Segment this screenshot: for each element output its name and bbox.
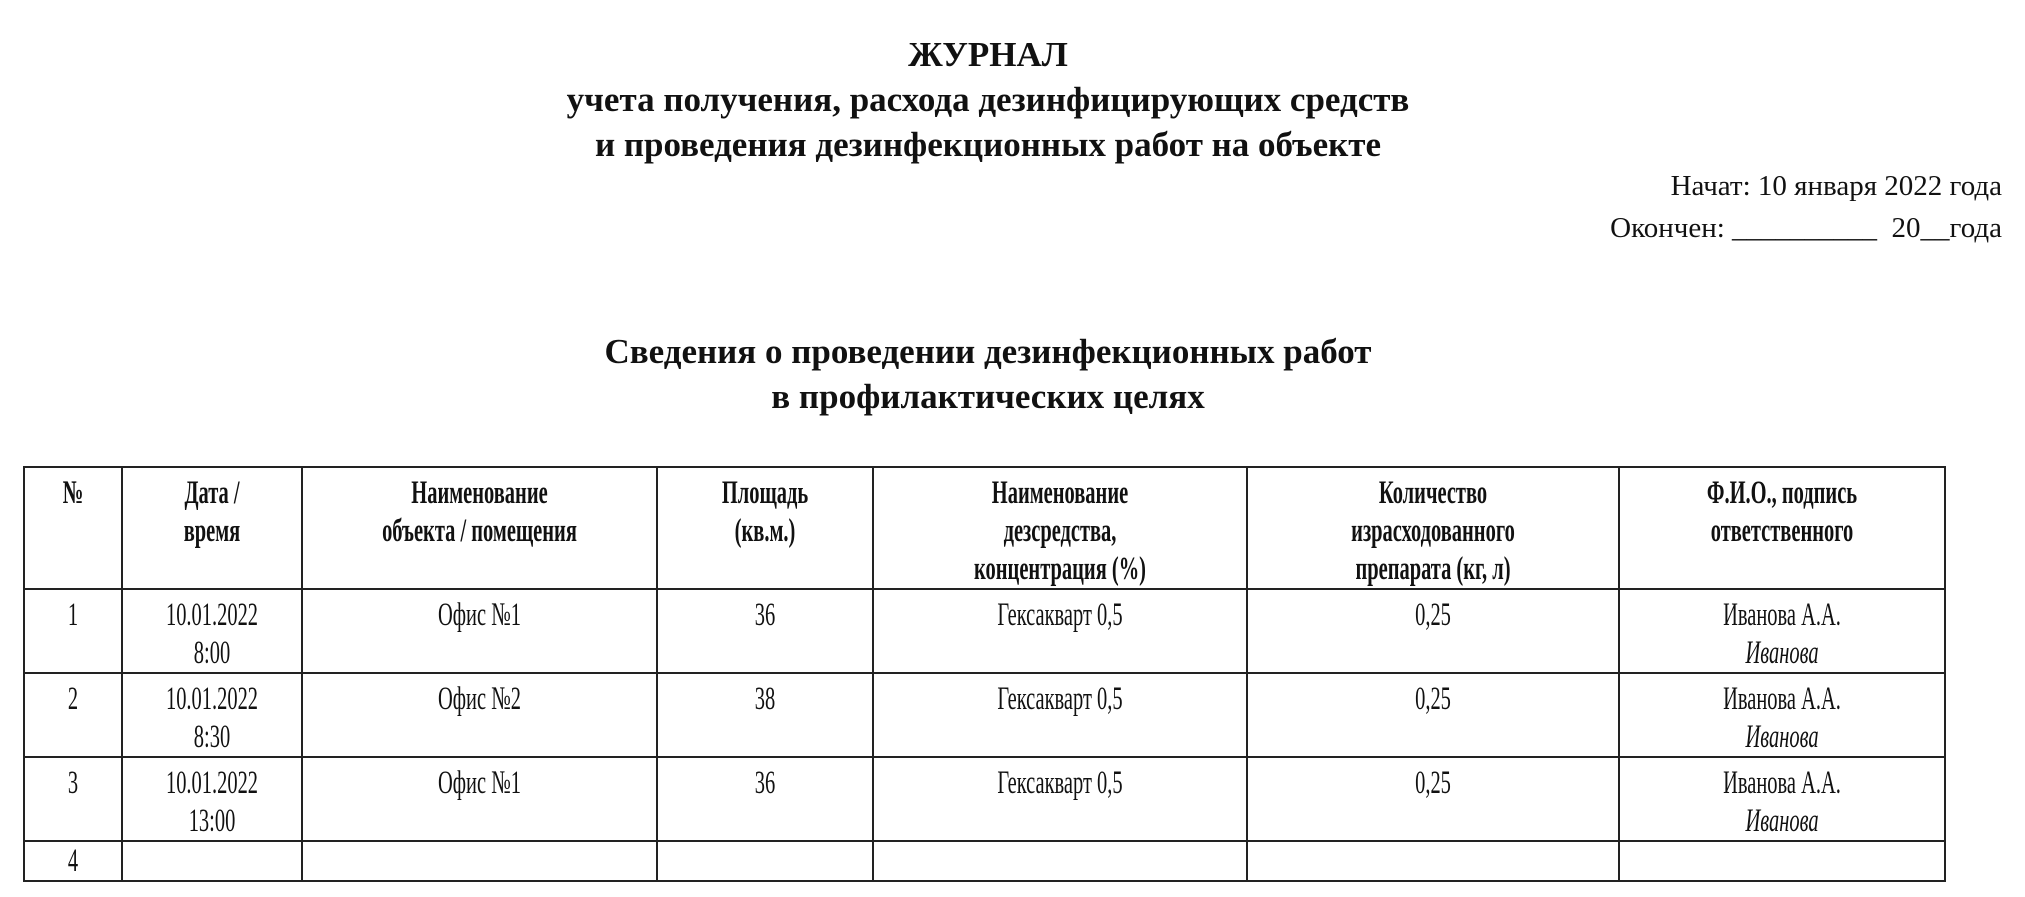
num-text: 4	[67, 843, 79, 879]
col-amount-cell	[1247, 757, 1619, 841]
col-amount-header	[1247, 467, 1619, 589]
agent-text: Гексакварт 0,5	[997, 765, 1123, 801]
header-text: Количество	[1378, 475, 1488, 511]
started-date: Начат: 10 января 2022 года	[1670, 170, 2002, 202]
amount-text: 0,25	[1415, 681, 1451, 717]
col-responsible-cell	[1619, 673, 1945, 757]
col-responsible-header	[1619, 467, 1945, 589]
num-text: 3	[67, 765, 79, 801]
num-text: 2	[67, 681, 79, 717]
table-row	[24, 841, 1945, 881]
header-text: ответственного	[1710, 513, 1854, 549]
date-text: 10.01.2022	[165, 681, 259, 717]
amount-text: 0,25	[1415, 765, 1451, 801]
col-area-cell	[657, 589, 873, 673]
agent-text: Гексакварт 0,5	[997, 681, 1123, 717]
table-row	[24, 757, 1945, 841]
name-text: Иванова А.А.	[1723, 765, 1841, 801]
col-responsible-cell	[1619, 841, 1945, 881]
area-text: 36	[754, 765, 776, 801]
amount-text: 0,25	[1415, 597, 1451, 633]
table-row	[24, 589, 1945, 673]
col-number-cell	[24, 841, 122, 881]
section-subtitle: в профилактических целях	[771, 377, 1205, 416]
col-amount-cell	[1247, 841, 1619, 881]
time-text: 8:00	[193, 635, 231, 671]
header-text: Дата /	[184, 475, 240, 511]
table-row	[24, 673, 1945, 757]
object-text: Офис №1	[438, 765, 521, 801]
col-datetime-cell	[122, 841, 302, 881]
disinfection-table	[23, 466, 1946, 882]
time-text: 8:30	[193, 719, 231, 755]
header-text: Ф.И.О., подпись	[1706, 475, 1858, 511]
col-object-cell	[302, 841, 657, 881]
num-text: 1	[67, 597, 79, 633]
object-text: Офис №2	[438, 681, 521, 717]
area-text: 36	[754, 597, 776, 633]
col-area-cell	[657, 757, 873, 841]
col-number-header	[24, 467, 122, 589]
col-responsible-cell	[1619, 589, 1945, 673]
header-text: время	[183, 513, 241, 549]
col-datetime-cell	[122, 673, 302, 757]
header-text: Наименование	[991, 475, 1129, 511]
header-text: (кв.м.)	[734, 513, 796, 549]
col-object-cell	[302, 673, 657, 757]
time-text: 13:00	[188, 803, 236, 839]
object-text: Офис №1	[438, 597, 521, 633]
area-text: 38	[754, 681, 776, 717]
col-agent-cell	[873, 589, 1247, 673]
col-agent-cell	[873, 841, 1247, 881]
col-object-cell	[302, 589, 657, 673]
header-text: израсходованного	[1351, 513, 1515, 549]
col-responsible-cell	[1619, 757, 1945, 841]
journal-subtitle: учета получения, расхода дезинфицирующих средств	[566, 80, 1410, 119]
col-agent-header	[873, 467, 1247, 589]
journal-subtitle-2: и проведения дезинфекционных работ на объекте	[594, 125, 1382, 164]
header-text: №	[62, 475, 84, 511]
col-datetime-cell	[122, 757, 302, 841]
col-amount-cell	[1247, 673, 1619, 757]
header-text: объекта / помещения	[382, 513, 577, 549]
signature: Иванова	[1745, 719, 1819, 755]
journal-title: ЖУРНАЛ	[908, 35, 1068, 74]
col-area-cell	[657, 673, 873, 757]
col-number-cell	[24, 589, 122, 673]
col-agent-cell	[873, 673, 1247, 757]
col-object-header	[302, 467, 657, 589]
col-object-cell	[302, 757, 657, 841]
col-datetime-cell	[122, 589, 302, 673]
col-area-header	[657, 467, 873, 589]
col-datetime-header	[122, 467, 302, 589]
header-text: препарата (кг, л)	[1355, 551, 1511, 587]
name-text: Иванова А.А.	[1723, 681, 1841, 717]
col-agent-cell	[873, 757, 1247, 841]
header-text: дезсредства,	[1003, 513, 1117, 549]
col-number-cell	[24, 757, 122, 841]
date-text: 10.01.2022	[165, 597, 259, 633]
finished-date: Окончен: __________ 20__года	[1610, 212, 2002, 244]
agent-text: Гексакварт 0,5	[997, 597, 1123, 633]
col-area-cell	[657, 841, 873, 881]
date-text: 10.01.2022	[165, 765, 259, 801]
col-number-cell	[24, 673, 122, 757]
name-text: Иванова А.А.	[1723, 597, 1841, 633]
header-text: Наименование	[411, 475, 548, 511]
signature: Иванова	[1745, 803, 1819, 839]
header-text: Площадь	[721, 475, 809, 511]
section-title: Сведения о проведении дезинфекционных работ	[604, 332, 1372, 371]
col-amount-cell	[1247, 589, 1619, 673]
header-text: концентрация (%)	[974, 551, 1146, 587]
signature: Иванова	[1745, 635, 1819, 671]
